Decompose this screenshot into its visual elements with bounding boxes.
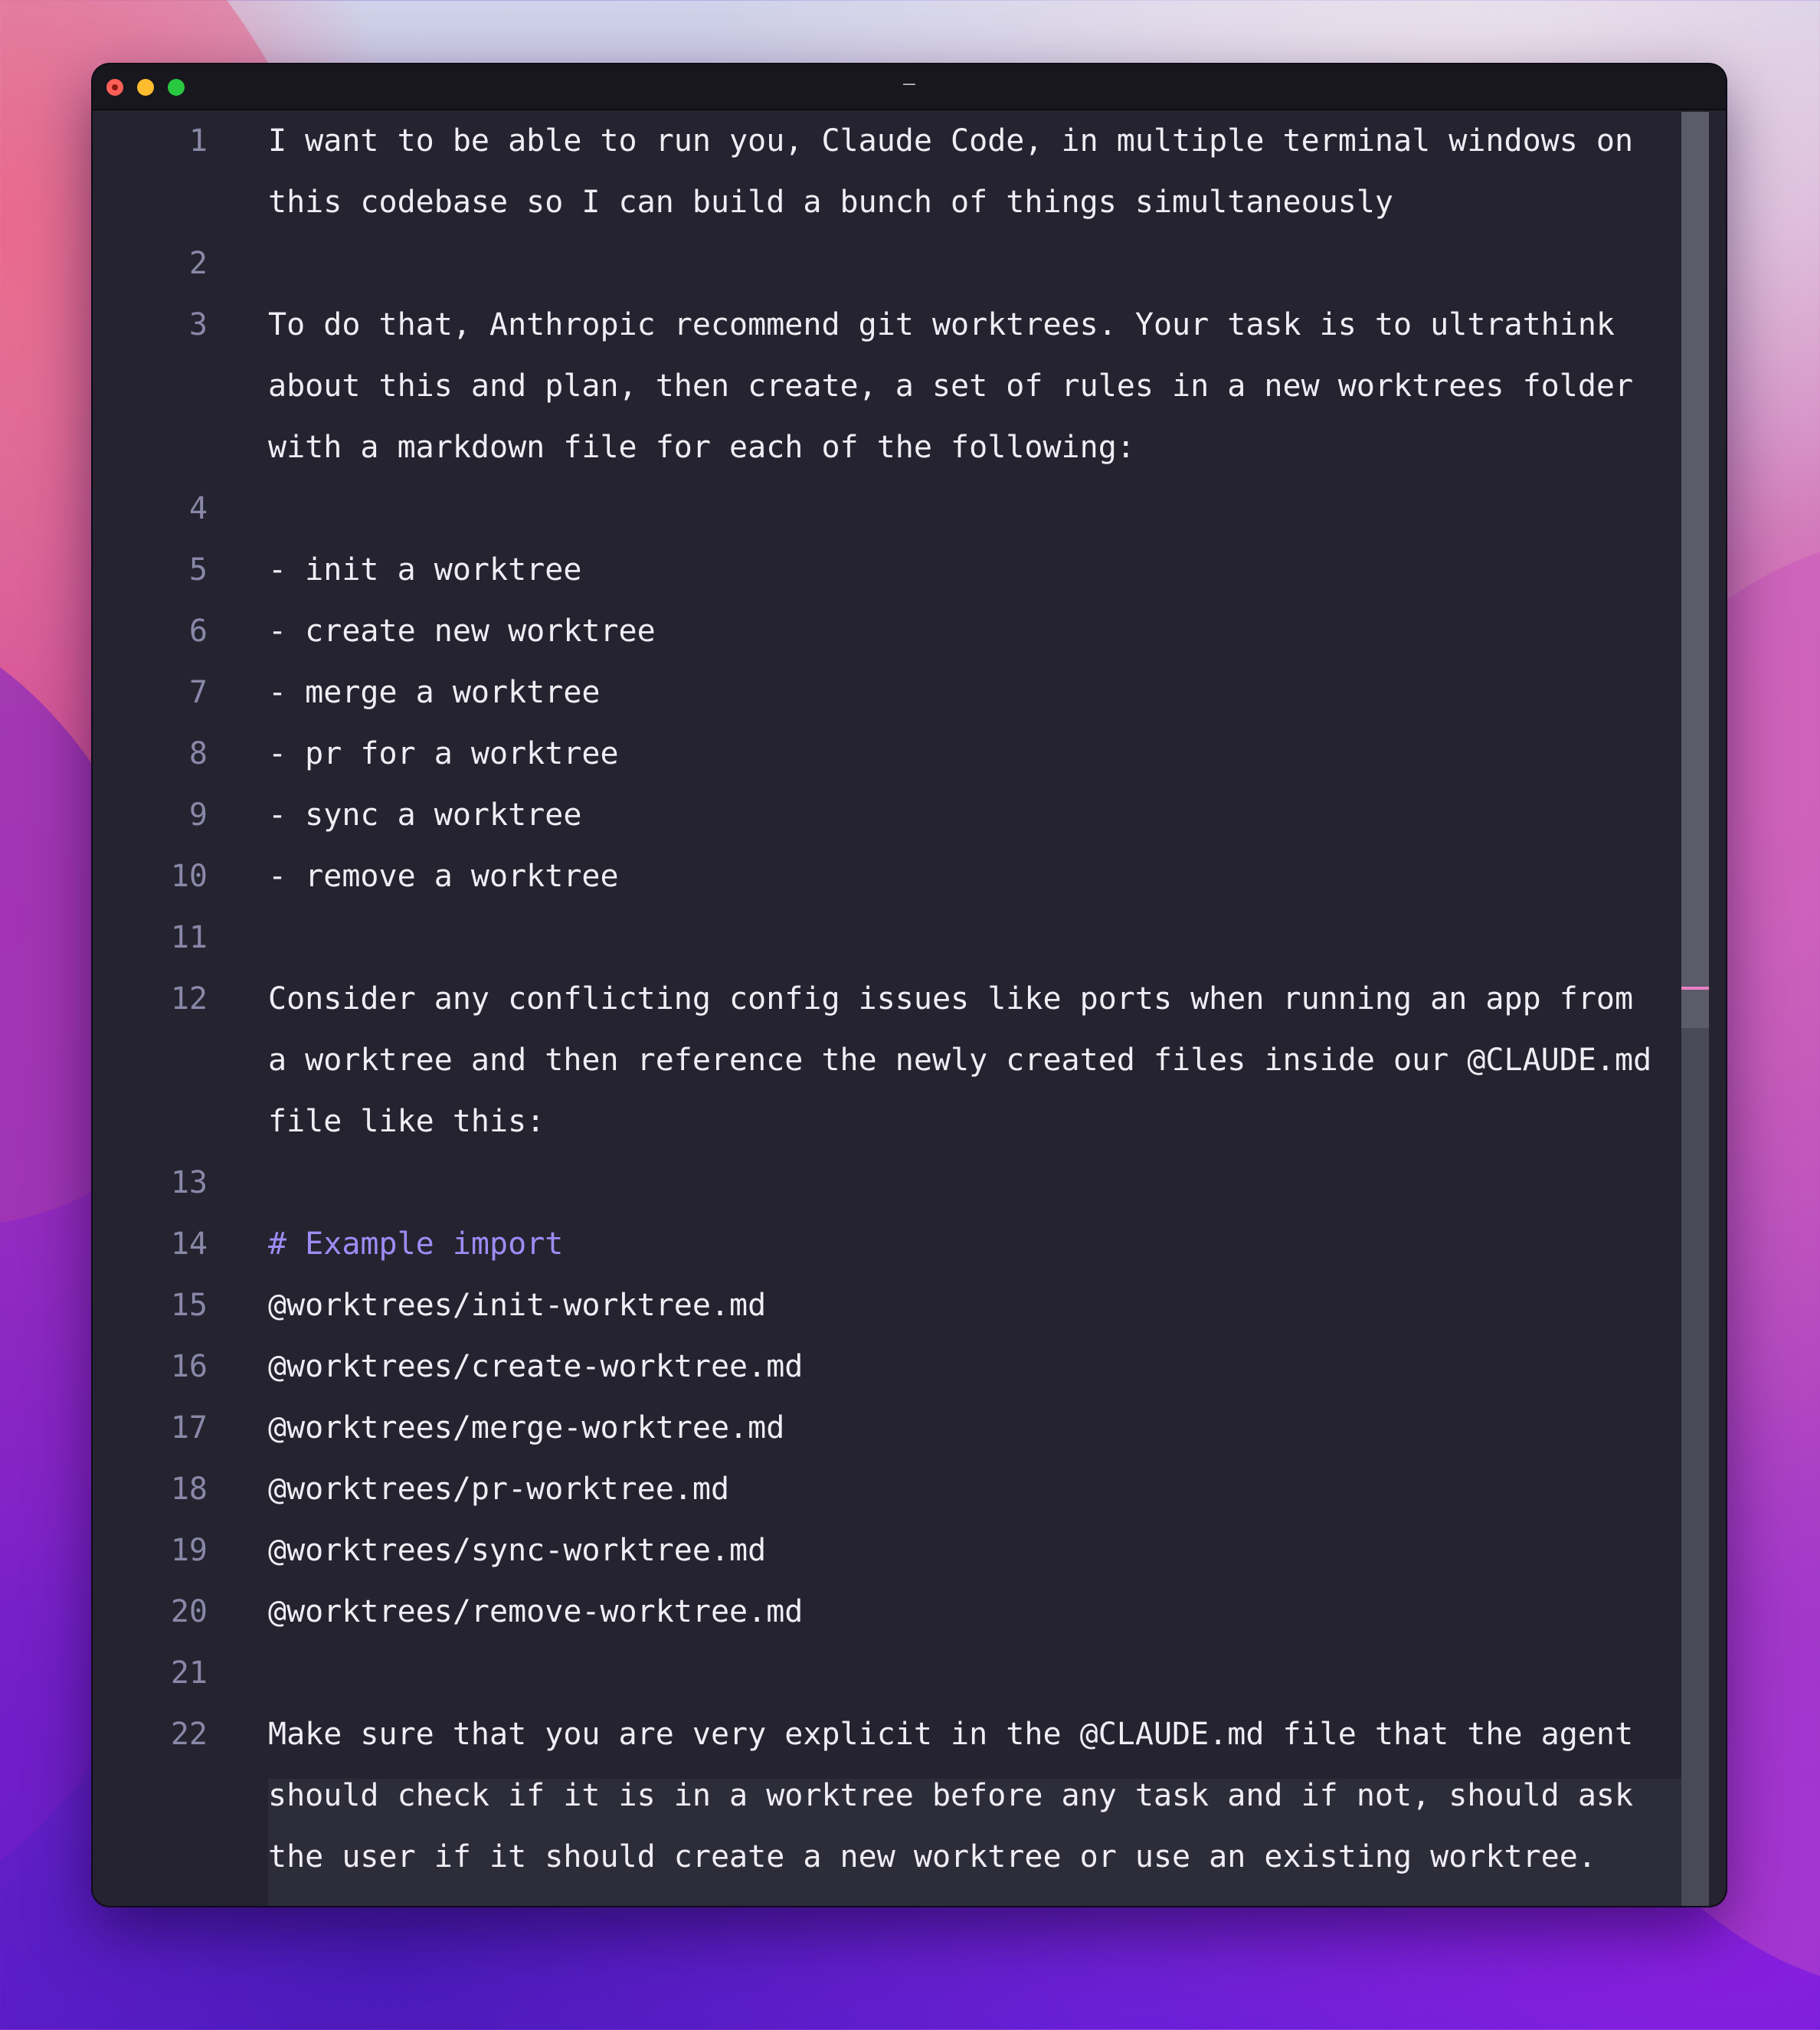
code-line[interactable]: about this and plan, then create, a set of rules in a new worktrees folder bbox=[268, 368, 1634, 404]
line-number: 18 bbox=[170, 1472, 208, 1507]
line-number: 15 bbox=[170, 1288, 208, 1323]
line-number: 9 bbox=[188, 797, 208, 833]
line-number: 19 bbox=[170, 1533, 208, 1568]
code-line[interactable]: To do that, Anthropic recommend git worktrees. Your task is to ultrathink bbox=[268, 307, 1615, 342]
line-number: 4 bbox=[188, 491, 208, 526]
code-line[interactable]: this codebase so I can build a bunch of things simultaneously bbox=[268, 185, 1394, 220]
line-number: 10 bbox=[170, 859, 208, 894]
code-line[interactable]: with a markdown file for each of the following: bbox=[268, 430, 1135, 465]
scrollbar-thumb[interactable] bbox=[1681, 112, 1709, 1028]
code-line[interactable]: - create new worktree bbox=[268, 614, 656, 649]
code-line[interactable]: @worktrees/sync-worktree.md bbox=[268, 1533, 767, 1568]
line-number: 20 bbox=[170, 1594, 208, 1629]
scrollbar-marker bbox=[1681, 987, 1709, 990]
code-line[interactable]: @worktrees/init-worktree.md bbox=[268, 1288, 767, 1323]
line-number: 2 bbox=[188, 246, 208, 281]
line-number: 12 bbox=[170, 981, 208, 1017]
code-line[interactable]: - init a worktree bbox=[268, 552, 582, 588]
code-line[interactable]: the user if it should create a new worktree or use an existing worktree. bbox=[268, 1839, 1596, 1874]
line-number: 5 bbox=[188, 552, 208, 588]
code-line[interactable]: should check if it is in a worktree before any task and if not, should ask bbox=[268, 1778, 1634, 1813]
code-line[interactable]: - pr for a worktree bbox=[268, 736, 619, 771]
code-line[interactable]: - merge a worktree bbox=[268, 675, 601, 710]
text-editor[interactable] bbox=[93, 110, 1726, 1906]
code-line[interactable]: - sync a worktree bbox=[268, 797, 582, 833]
line-number: 6 bbox=[188, 614, 208, 649]
code-line[interactable]: a worktree and then reference the newly created files inside our @CLAUDE.md bbox=[268, 1043, 1652, 1078]
title-bar bbox=[93, 64, 1726, 110]
line-number: 22 bbox=[170, 1717, 208, 1752]
code-line[interactable]: @worktrees/merge-worktree.md bbox=[268, 1410, 785, 1446]
code-line[interactable]: file like this: bbox=[268, 1104, 545, 1139]
code-line[interactable]: Make sure that you are very explicit in the @CLAUDE.md file that the agent bbox=[268, 1717, 1634, 1752]
code-line[interactable]: @worktrees/create-worktree.md bbox=[268, 1349, 804, 1384]
code-line[interactable]: Consider any conflicting config issues like ports when running an app from bbox=[268, 981, 1634, 1017]
line-number: 11 bbox=[170, 920, 208, 955]
line-number: 1 bbox=[188, 123, 208, 159]
line-number: 13 bbox=[170, 1165, 208, 1200]
line-number: 7 bbox=[188, 675, 208, 710]
code-line[interactable]: - remove a worktree bbox=[268, 859, 619, 894]
editor-window bbox=[93, 64, 1726, 1906]
markdown-heading-line[interactable]: # Example import bbox=[268, 1226, 564, 1262]
line-number: 21 bbox=[170, 1655, 208, 1691]
code-line[interactable]: @worktrees/pr-worktree.md bbox=[268, 1472, 730, 1507]
window-title: — bbox=[903, 72, 915, 95]
line-number: 8 bbox=[188, 736, 208, 771]
code-line[interactable]: I want to be able to run you, Claude Code, in multiple terminal windows on bbox=[268, 123, 1634, 159]
line-number: 14 bbox=[170, 1226, 208, 1262]
line-number: 3 bbox=[188, 307, 208, 342]
line-number: 17 bbox=[170, 1410, 208, 1446]
code-line[interactable]: @worktrees/remove-worktree.md bbox=[268, 1594, 804, 1629]
line-number: 16 bbox=[170, 1349, 208, 1384]
